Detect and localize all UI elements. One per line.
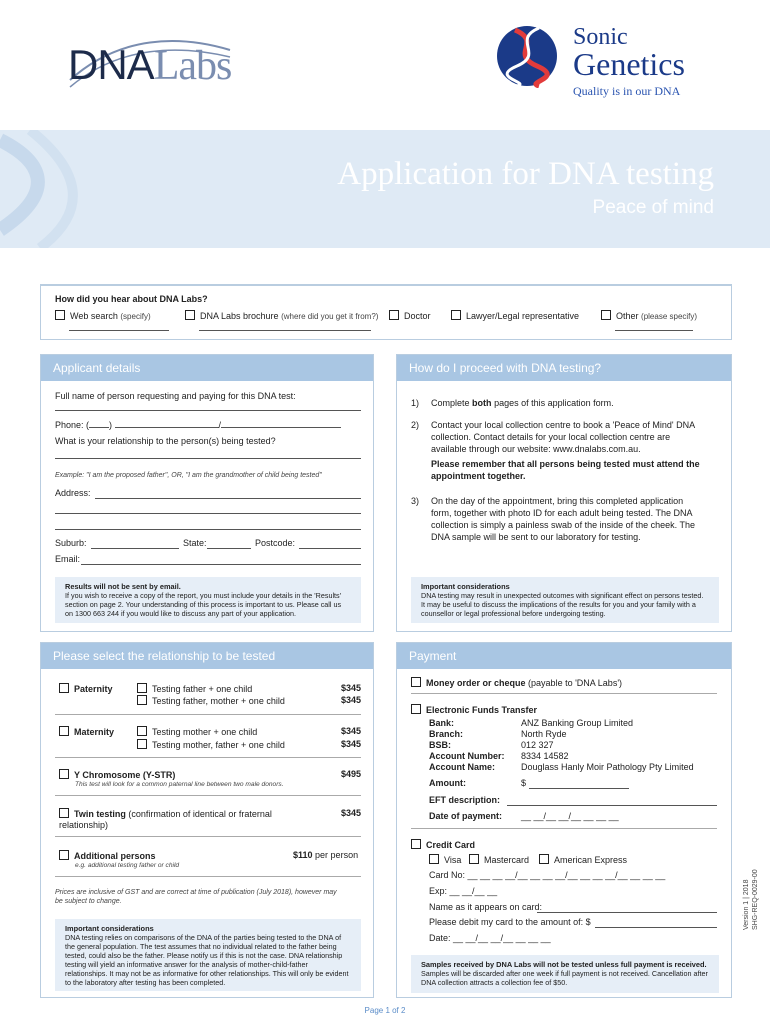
proceed-note-title: Important considerations <box>421 582 510 591</box>
relationship-note-title: Important considerations <box>65 924 154 933</box>
card-number-field[interactable]: __ __ __ __/__ __ __ __/__ __ __ __/__ __ __ __ <box>467 870 666 880</box>
dna-logo-text: DNA <box>68 41 154 88</box>
option-label: Doctor <box>404 311 431 321</box>
sonic-genetics-logo <box>495 22 735 112</box>
additional-note: e.g. additional testing father or child <box>75 862 180 869</box>
genetics-text: Genetics <box>573 46 685 82</box>
name-on-card-label: Name as it appears on card: <box>429 902 543 912</box>
ychrom-note: This test will look for a common paternal line between two male donors. <box>75 781 284 788</box>
proceed-note-body: DNA testing may result in unexpected outcomes with significant effect on persons tested. It may be useful to discuss the implications of the results for you and your family with a counsellor or legal professional before undergoing testing. <box>421 591 704 618</box>
step-number: 1) <box>411 398 420 408</box>
phone-alt-field[interactable] <box>218 419 341 430</box>
account-name-label: Account Name: <box>429 762 496 772</box>
relationship-note <box>55 919 361 991</box>
pat-opt2-label: Testing father, mother + one child <box>152 696 285 706</box>
bank-label: Bank: <box>429 718 455 728</box>
debit-amount-field[interactable] <box>595 927 717 928</box>
maternity-label: Maternity <box>74 727 115 737</box>
date-of-payment-label: Date of payment: <box>429 811 503 821</box>
relationship-field[interactable] <box>55 458 361 459</box>
option-brochure[interactable] <box>185 310 378 321</box>
relationship-heading: Please select the relationship to be tested <box>41 643 373 669</box>
option-other[interactable] <box>601 310 697 321</box>
option-note: (where did you get it from?) <box>281 312 379 321</box>
address-label: Address: <box>55 488 91 498</box>
labs-logo-text: Labs <box>153 43 232 89</box>
sonic-text: Sonic <box>573 24 628 50</box>
phone-row <box>55 419 341 430</box>
checkbox[interactable] <box>59 808 69 818</box>
checkbox[interactable] <box>411 677 421 687</box>
payment-box <box>396 642 732 998</box>
divider <box>411 693 717 694</box>
bsb-value: 012 327 <box>521 740 554 750</box>
state-field[interactable] <box>207 548 251 549</box>
divider <box>55 836 361 837</box>
title-banner <box>0 130 770 248</box>
money-order-label: Money order or cheque <box>426 678 526 688</box>
amount-label: Amount: <box>429 778 466 788</box>
checkbox[interactable] <box>411 704 421 714</box>
divider <box>55 795 361 796</box>
maternity-opt2[interactable] <box>137 739 285 750</box>
option-label: DNA Labs brochure <box>200 311 279 321</box>
divider <box>411 828 717 829</box>
paternity-opt1[interactable] <box>137 683 252 694</box>
form-code: SHG-REQ-0029-00 <box>752 869 759 930</box>
checkbox[interactable] <box>389 310 399 320</box>
branch-label: Branch: <box>429 729 464 739</box>
step-2-text: Contact your local collection centre to book a 'Peace of Mind' DNA collection. Contact details for your local collection centre are available through our website: www.dnalabs.com.au. <box>431 420 695 454</box>
sonic-tagline: Quality is in our DNA <box>573 84 681 98</box>
page-subtitle: Peace of mind <box>592 197 714 218</box>
twin-label: Twin testing <box>74 809 126 819</box>
mat-price1: $345 <box>340 726 361 736</box>
proceed-box <box>396 354 732 632</box>
credit-card-option[interactable] <box>411 839 475 850</box>
maternity-option[interactable] <box>59 726 114 737</box>
date-of-payment-field[interactable]: __ __/__ __/__ __ __ __ <box>521 811 619 821</box>
results-note <box>55 577 361 623</box>
checkbox[interactable] <box>55 310 65 320</box>
expiry-row <box>429 886 497 896</box>
checkbox[interactable] <box>137 683 147 693</box>
paternity-opt2[interactable] <box>137 695 285 706</box>
ychrom-price: $495 <box>340 769 361 779</box>
header <box>0 0 770 130</box>
maternity-opt1[interactable] <box>137 726 257 737</box>
phone-paren: ) <box>109 420 113 430</box>
other-field[interactable] <box>615 330 693 331</box>
payment-note <box>411 955 719 993</box>
mastercard-option[interactable] <box>469 854 529 865</box>
additional-price-row <box>293 850 358 860</box>
fullname-label: Full name of person requesting and paying for this DNA test: <box>55 391 296 401</box>
checkbox[interactable] <box>137 739 147 749</box>
step-1-bold: both <box>472 398 492 408</box>
dna-labs-logo <box>60 25 260 95</box>
helix-decoration-icon <box>0 130 200 248</box>
card-number-label: Card No: <box>429 870 466 880</box>
divider <box>55 714 361 715</box>
amount-field[interactable] <box>529 788 629 789</box>
ychrom-label: Y Chromosome (Y-STR) <box>74 770 176 780</box>
checkbox[interactable] <box>59 769 69 779</box>
option-note: (please specify) <box>641 312 698 321</box>
additional-per: per person <box>315 850 359 860</box>
page-number: Page 1 of 2 <box>364 1006 406 1015</box>
amount-prefix: $ <box>521 778 527 788</box>
checkbox[interactable] <box>59 726 69 736</box>
twin-description: (confirmation of identical or fraternal relationship) <box>59 809 272 830</box>
step-2 <box>431 419 701 482</box>
applicant-heading: Applicant details <box>41 355 373 381</box>
relationship-label: What is your relationship to the person(s) being tested? <box>55 436 276 446</box>
mat-price2: $345 <box>340 739 361 749</box>
address-field-3[interactable] <box>55 529 361 530</box>
additional-label: Additional persons <box>74 851 156 861</box>
step-3: On the day of the appointment, bring this completed application form, together with photo ID for each adult being tested. The DNA collection is simply a painless swab of the inside of the cheek. The DNA sample will be sent to our laboratory for testing. <box>431 496 695 542</box>
ychromosome-option[interactable] <box>59 769 175 780</box>
mat-opt1-label: Testing mother + one child <box>152 727 258 737</box>
results-note-title: Results will not be sent by email. <box>65 582 181 591</box>
checkbox[interactable] <box>185 310 195 320</box>
checkbox[interactable] <box>137 695 147 705</box>
email-label: Email: <box>55 554 81 564</box>
divider <box>55 876 361 877</box>
eft-option[interactable] <box>411 704 537 715</box>
postcode-label: Postcode: <box>255 538 296 548</box>
option-web-search[interactable] <box>55 310 151 321</box>
relationship-note-body: DNA testing relies on comparisons of the DNA of the parties being tested to the DNA of the general population. The test assumes that no individual related to the father being tested, could also be the father. Please notify us if this is not the case. DNA relationship testing will yield an informative answer for the analysis of mother-child-father relationships. It may not be as informative for other relationships. This will only be evident to the laboratory after testing has been completed. <box>65 933 349 987</box>
results-note-body: If you wish to receive a copy of the report, you must include your details in the 'Results' section on page 2. Your understanding of this process is important to us. Please call us on 1300 663 244 if you would like to discuss any part of your application. <box>65 591 342 618</box>
version-info <box>742 860 766 930</box>
proceed-heading: How do I proceed with DNA testing? <box>397 355 731 381</box>
branch-value: North Ryde <box>521 729 567 739</box>
email-field[interactable] <box>81 564 361 565</box>
checkbox[interactable] <box>601 310 611 320</box>
date-field[interactable]: __ __/__ __/__ __ __ __ <box>453 933 551 943</box>
phone-label: Phone: ( <box>55 420 90 430</box>
paternity-option[interactable] <box>59 683 113 694</box>
payment-heading: Payment <box>397 643 731 669</box>
phone-area-field[interactable] <box>89 419 109 428</box>
postcode-field[interactable] <box>299 548 361 549</box>
mastercard-label: Mastercard <box>484 855 530 865</box>
date-label: Date: <box>429 933 451 943</box>
option-label: Web search <box>70 311 118 321</box>
additional-price: $110 <box>293 850 313 860</box>
expiry-field[interactable]: __ __/__ __ <box>449 886 498 896</box>
visa-label: Visa <box>444 855 462 865</box>
date-row <box>429 933 551 943</box>
pat-opt1-label: Testing father + one child <box>152 684 253 694</box>
bsb-label: BSB: <box>429 740 451 750</box>
step-1 <box>431 397 701 409</box>
debit-amount-label: Please debit my card to the amount of: $ <box>429 917 591 927</box>
suburb-field[interactable] <box>91 548 179 549</box>
step-2-bold: Please remember that all persons being tested must attend the appointment together. <box>431 459 700 481</box>
fullname-field[interactable] <box>55 410 361 411</box>
twin-price: $345 <box>340 808 361 818</box>
state-label: State: <box>183 538 207 548</box>
eft-label: Electronic Funds Transfer <box>426 705 538 715</box>
account-name-value: Douglass Hanly Moir Pathology Pty Limited <box>521 762 694 772</box>
relationship-example: Example: "I am the proposed father", OR, "I am the grandmother of child being tested" <box>55 472 322 479</box>
step-1-text-end: pages of this application form. <box>494 398 614 408</box>
credit-card-label: Credit Card <box>426 840 476 850</box>
additional-option[interactable] <box>59 850 156 861</box>
sonic-helix-icon <box>495 24 563 88</box>
checkbox[interactable] <box>137 726 147 736</box>
proceed-note <box>411 577 719 623</box>
option-note: (specify) <box>120 312 151 321</box>
account-number-value: 8334 14582 <box>521 751 569 761</box>
checkbox[interactable] <box>451 310 461 320</box>
mat-opt2-label: Testing mother, father + one child <box>152 740 285 750</box>
payment-note-title: Samples received by DNA Labs will not be tested unless full payment is received. <box>421 960 707 969</box>
visa-option[interactable] <box>429 854 461 865</box>
money-order-note: (payable to 'DNA Labs') <box>528 678 623 688</box>
account-number-label: Account Number: <box>429 751 505 761</box>
checkbox[interactable] <box>411 839 421 849</box>
bank-value: ANZ Banking Group Limited <box>521 718 634 728</box>
pat-price2: $345 <box>340 695 361 705</box>
relationship-box <box>40 642 374 998</box>
paternity-label: Paternity <box>74 684 113 694</box>
divider <box>55 757 361 758</box>
payment-note-body: Samples will be discarded after one week if full payment is not received. Cancellation after DNA collection attracts a collection fee of $50. <box>421 969 708 987</box>
checkbox[interactable] <box>429 854 439 864</box>
applicant-details-box <box>40 354 374 632</box>
version-text: Version 1 | 2018 <box>743 879 750 930</box>
hear-about-section <box>40 284 732 340</box>
amex-option[interactable] <box>539 854 627 865</box>
amex-label: American Express <box>554 855 628 865</box>
checkbox[interactable] <box>469 854 479 864</box>
suburb-label: Suburb: <box>55 538 87 548</box>
eft-description-label: EFT description: <box>429 795 501 805</box>
hear-question: How did you hear about DNA Labs? <box>55 294 208 304</box>
option-label: Lawyer/Legal representative <box>466 311 580 321</box>
checkbox[interactable] <box>539 854 549 864</box>
pat-price1: $345 <box>340 683 361 693</box>
address-field-1[interactable] <box>95 498 361 499</box>
option-label: Other <box>616 311 639 321</box>
prices-note: Prices are inclusive of GST and are correct at time of publication (July 2018), however may be subject to change. <box>55 889 337 905</box>
option-lawyer[interactable] <box>451 310 579 321</box>
eft-description-field[interactable] <box>507 805 717 806</box>
brochure-field[interactable] <box>199 330 371 331</box>
web-search-field[interactable] <box>69 330 169 331</box>
name-on-card-field[interactable] <box>537 912 717 913</box>
step-1-text: Complete <box>431 398 470 408</box>
checkbox[interactable] <box>59 850 69 860</box>
step-number: 2) <box>411 420 420 430</box>
twin-option[interactable] <box>59 808 279 831</box>
step-number: 3) <box>411 496 420 506</box>
phone-slash: / <box>218 420 222 430</box>
phone-field[interactable] <box>115 419 219 428</box>
expiry-label: Exp: <box>429 886 448 896</box>
address-field-2[interactable] <box>55 513 361 514</box>
checkbox[interactable] <box>59 683 69 693</box>
option-doctor[interactable] <box>389 310 431 321</box>
money-order-option[interactable] <box>411 677 622 688</box>
page-title: Application for DNA testing <box>337 156 714 192</box>
card-number-row <box>429 870 665 880</box>
